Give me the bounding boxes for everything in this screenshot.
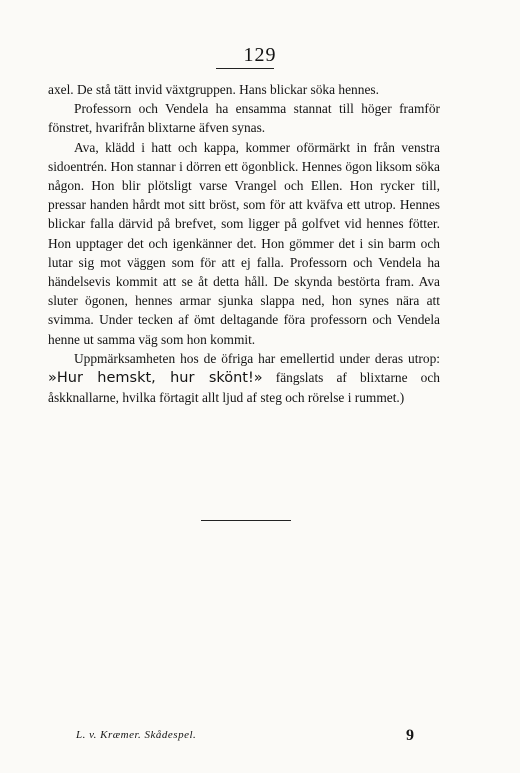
footer-sheet-number: 9 xyxy=(406,727,414,744)
paragraph-4-end: fängslats af blixtarne och åskknallarne, hvilka förtagit allt ljud af steg och rörelse i rummet.) xyxy=(48,370,440,406)
paragraph-3: Ava, klädd i hatt och kappa, kommer oförmärkt in från venstra sidoentrén. Hon stannar i dörren ett ögonblick. Hennes ögon liksom söka någon. Hon blir plötsligt varse Vrangel och Ellen. Hon rycker till, pressar handen hårdt mot sitt bröst, som för att kväfva ett utrop. Hennes blickar falla därvid på brefvet, som ligger på golfvet vid hennes fötter. Hon upptager det och igenkänner det. Hon gömmer det i sin barm och lutar sig mot väggen som för att ej falla. Professorn och Vendela ha händelsevis kommit att se åt detta håll. De skynda bestörta fram. Ava sluter ögonen, hennes armar sjunka slappa ned, hon synes nära att svimma. Under tecken af ömt deltagande föra professorn och Vendela henne ut samma väg som hon kommit. xyxy=(48,139,440,347)
footer-signature: L. v. Kræmer. Skådespel. xyxy=(76,729,197,741)
paragraph-4-start: Uppmärksamheten hos de öfriga har emellertid under deras utrop: xyxy=(74,350,440,366)
page-number: 129 xyxy=(243,44,277,66)
paragraph-2: Professorn och Vendela ha ensamma stannat till höger framför fönstret, hvarifrån blixtarne äfven synas. xyxy=(48,101,440,136)
exclamation-quote: »Hur hemskt, hur skönt!» xyxy=(48,370,263,387)
body-text xyxy=(48,80,440,407)
end-rule xyxy=(201,520,291,521)
top-rule xyxy=(216,68,274,69)
paragraph-4 xyxy=(48,349,440,408)
paragraph-1: axel. De stå tätt invid växtgruppen. Hans blickar söka hennes. xyxy=(48,82,379,97)
